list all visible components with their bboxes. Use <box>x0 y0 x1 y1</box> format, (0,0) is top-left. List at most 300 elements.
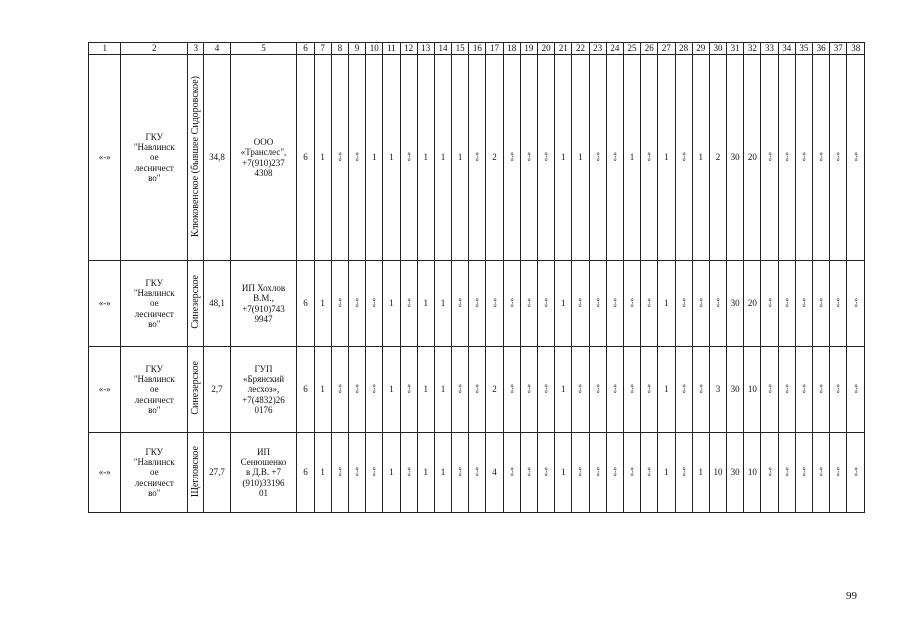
value: «-» <box>782 297 791 307</box>
value: 1 <box>664 152 669 163</box>
contact-line: ГУП <box>254 363 273 374</box>
value: 30 <box>730 152 740 163</box>
value: 6 <box>303 152 308 163</box>
forestry-name-line: ое <box>149 467 159 478</box>
value-cell <box>727 55 744 261</box>
value: 30 <box>730 384 740 395</box>
value-cell <box>641 433 658 513</box>
header-cell: 9 <box>348 43 365 55</box>
header-cell: 18 <box>503 43 520 55</box>
value-cell <box>572 55 589 261</box>
value: «-» <box>765 151 774 161</box>
value: 30 <box>730 467 740 478</box>
value-cell <box>452 261 469 347</box>
value: 1 <box>389 467 394 478</box>
value: «-» <box>353 151 362 161</box>
area-cell: 34,8 <box>204 55 230 261</box>
value: 1 <box>664 467 669 478</box>
value: «-» <box>834 297 843 307</box>
value: 2 <box>492 384 497 395</box>
header-cell: 20 <box>538 43 555 55</box>
value-cell <box>709 261 726 347</box>
value-cell <box>486 55 503 261</box>
value: «-» <box>834 383 843 393</box>
header-cell: 26 <box>641 43 658 55</box>
value-cell <box>589 261 606 347</box>
district-name: Синезерское <box>189 275 201 330</box>
value-cell <box>795 55 812 261</box>
district-name: Клюковенское (бывшее Сидоровское) <box>189 75 201 237</box>
value: 1 <box>698 467 704 478</box>
value-cell <box>520 347 537 433</box>
value-cell <box>847 433 865 513</box>
contact-cell <box>230 55 297 261</box>
header-cell: 2 <box>121 43 188 55</box>
forestry-name-line: лесничест <box>134 394 174 405</box>
contact-line: в Д.В. +7 <box>246 467 281 478</box>
value-cell <box>314 261 331 347</box>
forestry-name-line: лесничест <box>134 308 174 319</box>
value-cell <box>297 55 314 261</box>
value-cell <box>331 55 348 261</box>
contact-cell <box>230 261 297 347</box>
value: «-» <box>473 151 482 161</box>
value-cell <box>434 55 451 261</box>
value: 30 <box>730 298 740 309</box>
value-cell <box>606 261 623 347</box>
contact-line: 9947 <box>254 313 273 324</box>
value: «-» <box>524 297 533 307</box>
contact-line: ООО <box>253 136 274 147</box>
value-cell <box>778 55 795 261</box>
area-cell: 2,7 <box>204 347 230 433</box>
value: 1 <box>561 298 566 309</box>
header-cell: 21 <box>555 43 572 55</box>
contact-line: ИП Хохлов <box>241 282 286 293</box>
value: 1 <box>440 467 446 478</box>
value: «-» <box>765 383 774 393</box>
value-cell <box>727 433 744 513</box>
value: «-» <box>834 466 843 476</box>
value: «-» <box>645 383 654 393</box>
value: «-» <box>456 466 465 476</box>
value-cell <box>538 55 555 261</box>
value-cell <box>417 55 434 261</box>
value-cell <box>623 261 640 347</box>
contact-line: (910)33196 <box>242 477 285 488</box>
value: «-» <box>507 151 516 161</box>
value-cell <box>331 261 348 347</box>
value-cell <box>761 433 778 513</box>
value-cell <box>331 347 348 433</box>
value: 1 <box>561 384 566 395</box>
value-cell <box>555 433 572 513</box>
value-cell <box>469 55 486 261</box>
value-cell <box>400 347 417 433</box>
contact-line: В.М., <box>253 293 274 304</box>
value: «-» <box>851 297 860 307</box>
value-cell <box>761 55 778 261</box>
value: «-» <box>473 383 482 393</box>
value: «-» <box>456 297 465 307</box>
header-cell: 25 <box>623 43 640 55</box>
value-cell <box>366 347 383 433</box>
forestry-table <box>88 42 865 513</box>
value-cell <box>572 261 589 347</box>
value: «-» <box>851 383 860 393</box>
value: 1 <box>320 298 325 309</box>
value-cell <box>538 261 555 347</box>
value: «-» <box>817 297 826 307</box>
header-cell: 5 <box>230 43 297 55</box>
contact-line: лесхоз», <box>247 384 280 395</box>
row-marker-cell: «-» <box>89 433 121 513</box>
header-cell: 19 <box>520 43 537 55</box>
value-cell <box>314 433 331 513</box>
forestry-name-line: "Навлинск <box>133 373 175 384</box>
value-cell <box>692 55 709 261</box>
value: «-» <box>353 383 362 393</box>
value-cell <box>813 347 830 433</box>
value: 20 <box>747 298 757 309</box>
value: «-» <box>576 383 585 393</box>
forestry-name-cell <box>121 55 188 261</box>
value: 1 <box>389 384 394 395</box>
contact-cell <box>230 433 297 513</box>
value: «-» <box>353 297 362 307</box>
header-cell: 14 <box>434 43 451 55</box>
value: «-» <box>782 151 791 161</box>
header-cell: 10 <box>366 43 383 55</box>
header-cell: 37 <box>830 43 847 55</box>
header-cell: 8 <box>331 43 348 55</box>
header-cell: 29 <box>692 43 709 55</box>
value-cell <box>641 261 658 347</box>
value-cell <box>658 55 675 261</box>
value: «-» <box>696 383 705 393</box>
value: 1 <box>629 152 635 163</box>
district-cell <box>188 55 204 261</box>
value-cell <box>486 433 503 513</box>
value: «-» <box>628 297 637 307</box>
forestry-name-cell <box>121 261 188 347</box>
value: 6 <box>303 384 308 395</box>
district-name: Синезерское <box>189 361 201 416</box>
value-cell <box>383 347 400 433</box>
value-cell <box>830 261 847 347</box>
header-cell: 27 <box>658 43 675 55</box>
value: «-» <box>524 466 533 476</box>
header-cell: 34 <box>778 43 795 55</box>
value: «-» <box>404 466 413 476</box>
contact-cell <box>230 347 297 433</box>
forestry-name-line: "Навлинск <box>133 141 175 152</box>
forestry-name-line: "Навлинск <box>133 456 175 467</box>
value: «-» <box>817 383 826 393</box>
value: «-» <box>335 151 344 161</box>
area-cell: 27,7 <box>204 433 230 513</box>
value: «-» <box>679 297 688 307</box>
value-cell <box>795 261 812 347</box>
header-cell: 31 <box>727 43 744 55</box>
value-cell <box>589 347 606 433</box>
value: «-» <box>524 383 533 393</box>
forestry-name-line: во" <box>148 488 161 499</box>
value-cell <box>778 347 795 433</box>
value: «-» <box>404 297 413 307</box>
area-cell: 48,1 <box>204 261 230 347</box>
value: 1 <box>664 298 669 309</box>
value-cell <box>503 433 520 513</box>
header-cell: 32 <box>744 43 761 55</box>
value: «-» <box>593 466 602 476</box>
value-cell <box>400 433 417 513</box>
header-cell: 12 <box>400 43 417 55</box>
value-cell <box>727 347 744 433</box>
value-cell <box>417 347 434 433</box>
value: 6 <box>303 467 308 478</box>
value: 1 <box>423 152 429 163</box>
forestry-name-cell <box>121 347 188 433</box>
value-cell <box>744 433 761 513</box>
contact-line: «Брянский <box>242 373 285 384</box>
value: 1 <box>389 152 394 163</box>
value: «-» <box>593 297 602 307</box>
value-cell <box>658 261 675 347</box>
value-cell <box>469 261 486 347</box>
value: «-» <box>679 151 688 161</box>
value: «-» <box>628 383 637 393</box>
value: «-» <box>610 383 619 393</box>
value-cell <box>400 261 417 347</box>
value-cell <box>623 433 640 513</box>
header-cell: 3 <box>188 43 204 55</box>
value: 1 <box>423 298 429 309</box>
value: «-» <box>593 383 602 393</box>
value: «-» <box>335 466 344 476</box>
value-cell <box>641 347 658 433</box>
value-cell <box>469 347 486 433</box>
value: «-» <box>628 466 637 476</box>
value-cell <box>520 433 537 513</box>
header-cell: 17 <box>486 43 503 55</box>
value-cell <box>606 347 623 433</box>
value: «-» <box>645 297 654 307</box>
value: «-» <box>576 466 585 476</box>
contact-line: ИП <box>257 446 270 457</box>
value-cell <box>623 347 640 433</box>
value-cell <box>555 347 572 433</box>
value-cell <box>761 261 778 347</box>
forestry-name-line: ГКУ <box>145 446 163 457</box>
value-cell <box>675 433 692 513</box>
value: «-» <box>542 466 551 476</box>
value-cell <box>383 55 400 261</box>
header-row <box>89 43 865 55</box>
table-row <box>89 261 865 347</box>
value: «-» <box>799 297 808 307</box>
value-cell <box>744 347 761 433</box>
value: «-» <box>679 466 688 476</box>
value: 1 <box>440 384 446 395</box>
value-cell <box>572 347 589 433</box>
value-cell <box>469 433 486 513</box>
value: «-» <box>851 466 860 476</box>
value: 1 <box>440 152 446 163</box>
value-cell <box>366 433 383 513</box>
contact-line: +7(910)743 <box>242 303 285 314</box>
value-cell <box>503 55 520 261</box>
value: «-» <box>610 466 619 476</box>
value-cell <box>314 55 331 261</box>
value-cell <box>709 433 726 513</box>
district-cell <box>188 347 204 433</box>
value: «-» <box>799 383 808 393</box>
value: 1 <box>320 384 325 395</box>
header-cell: 24 <box>606 43 623 55</box>
value: «-» <box>610 151 619 161</box>
value: 3 <box>715 384 721 395</box>
value: «-» <box>851 151 860 161</box>
table-row <box>89 55 865 261</box>
value: «-» <box>610 297 619 307</box>
forestry-name-line: лесничест <box>134 477 174 488</box>
value-cell <box>348 347 365 433</box>
value: 1 <box>578 152 583 163</box>
value: 1 <box>440 298 446 309</box>
value: «-» <box>353 466 362 476</box>
value: 6 <box>303 298 308 309</box>
contact-line: 01 <box>259 488 268 499</box>
value: «-» <box>765 297 774 307</box>
value: «-» <box>335 297 344 307</box>
value: «-» <box>696 297 705 307</box>
value-cell <box>314 347 331 433</box>
forestry-name-line: "Навлинск <box>133 287 175 298</box>
row-marker-cell: «-» <box>89 261 121 347</box>
value-cell <box>744 261 761 347</box>
table-row <box>89 433 865 513</box>
header-cell: 16 <box>469 43 486 55</box>
value-cell <box>795 433 812 513</box>
contact-line: Сенюшенко <box>240 456 287 467</box>
value: «-» <box>542 297 551 307</box>
value: «-» <box>799 151 808 161</box>
header-cell: 28 <box>675 43 692 55</box>
value: «-» <box>593 151 602 161</box>
row-marker-cell: «-» <box>89 55 121 261</box>
value: «-» <box>473 466 482 476</box>
value: «-» <box>507 383 516 393</box>
value-cell <box>658 433 675 513</box>
value: «-» <box>507 466 516 476</box>
value: «-» <box>782 466 791 476</box>
value: «-» <box>370 297 379 307</box>
value: 1 <box>423 467 429 478</box>
value: «-» <box>817 151 826 161</box>
value-cell <box>486 261 503 347</box>
value: 1 <box>371 152 377 163</box>
value: «-» <box>834 151 843 161</box>
value: 1 <box>561 152 566 163</box>
value-cell <box>778 433 795 513</box>
value-cell <box>383 433 400 513</box>
value-cell <box>348 261 365 347</box>
value-cell <box>589 55 606 261</box>
value-cell <box>417 261 434 347</box>
value: «-» <box>404 383 413 393</box>
value-cell <box>297 347 314 433</box>
value-cell <box>572 433 589 513</box>
value: «-» <box>713 297 722 307</box>
value: «-» <box>404 151 413 161</box>
value-cell <box>297 261 314 347</box>
contact-line: 4308 <box>254 167 273 178</box>
row-marker-cell: «-» <box>89 347 121 433</box>
value: 10 <box>747 384 757 395</box>
value-cell <box>417 433 434 513</box>
value-cell <box>452 433 469 513</box>
value-cell <box>589 433 606 513</box>
header-cell: 1 <box>89 43 121 55</box>
value-cell <box>434 261 451 347</box>
value: 2 <box>492 152 497 163</box>
value: «-» <box>542 383 551 393</box>
value: «-» <box>473 297 482 307</box>
forestry-name-line: лесничест <box>134 162 174 173</box>
value-cell <box>606 433 623 513</box>
value-cell <box>641 55 658 261</box>
value: «-» <box>456 383 465 393</box>
value-cell <box>830 55 847 261</box>
value: «-» <box>817 466 826 476</box>
value: «-» <box>782 383 791 393</box>
value-cell <box>692 347 709 433</box>
contact-line: 0176 <box>254 405 273 416</box>
value-cell <box>400 55 417 261</box>
header-cell: 11 <box>383 43 400 55</box>
header-cell: 35 <box>795 43 812 55</box>
value-cell <box>538 347 555 433</box>
header-cell: 36 <box>813 43 830 55</box>
district-cell <box>188 261 204 347</box>
value: 20 <box>747 152 757 163</box>
value: 1 <box>423 384 429 395</box>
value: «-» <box>490 297 499 307</box>
value: «-» <box>542 151 551 161</box>
value-cell <box>452 55 469 261</box>
value-cell <box>709 347 726 433</box>
value-cell <box>434 433 451 513</box>
forestry-name-line: ое <box>149 152 159 163</box>
value: «-» <box>576 297 585 307</box>
value-cell <box>813 261 830 347</box>
header-cell: 30 <box>709 43 726 55</box>
header-cell: 7 <box>314 43 331 55</box>
value-cell <box>366 261 383 347</box>
value-cell <box>366 55 383 261</box>
value-cell <box>709 55 726 261</box>
value-cell <box>434 347 451 433</box>
value-cell <box>813 433 830 513</box>
value: 1 <box>320 467 325 478</box>
forestry-name-line: ое <box>149 384 159 395</box>
contact-line: +7(4832)26 <box>242 394 285 405</box>
value: «-» <box>679 383 688 393</box>
district-name: Щегловское <box>189 445 201 497</box>
contact-line: «Транслес", <box>240 147 287 158</box>
value: 1 <box>664 384 669 395</box>
